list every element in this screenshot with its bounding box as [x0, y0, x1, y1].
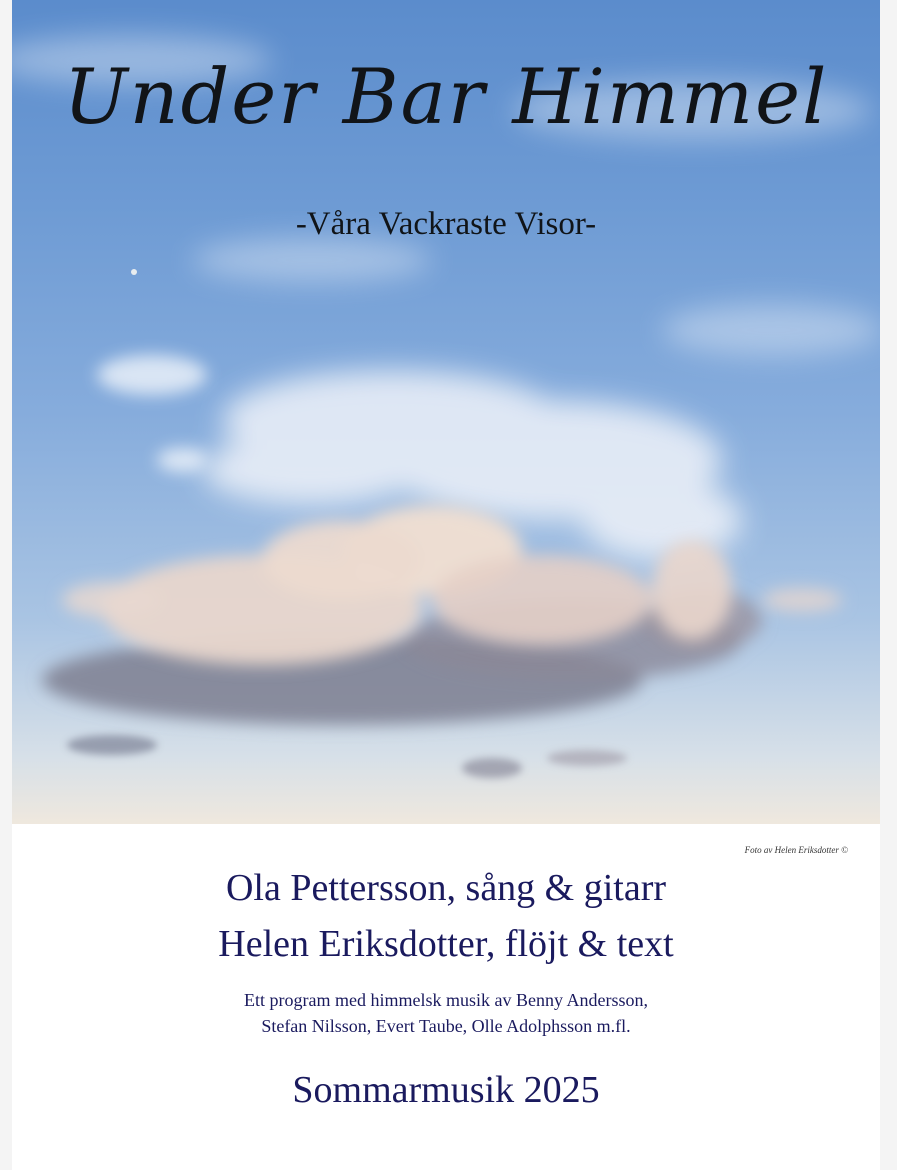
event-name: Sommarmusik 2025 — [292, 1069, 600, 1111]
program-description: Ett program med himmelsk musik av Benny Andersson, — [244, 990, 648, 1010]
poster-subtitle: -Våra Vackraste Visor- — [295, 206, 597, 242]
performer-line: Ola Pettersson, sång & gitarr — [225, 867, 667, 909]
performer-line: Helen Eriksdotter, flöjt & text — [218, 923, 674, 965]
photo-credit: Foto av Helen Eriksdotter © — [744, 845, 848, 855]
program-description: Stefan Nilsson, Evert Taube, Olle Adolphsson m.fl. — [261, 1016, 631, 1036]
poster-title: Under Bar Himmel — [63, 52, 829, 141]
poster-page — [12, 0, 880, 1170]
